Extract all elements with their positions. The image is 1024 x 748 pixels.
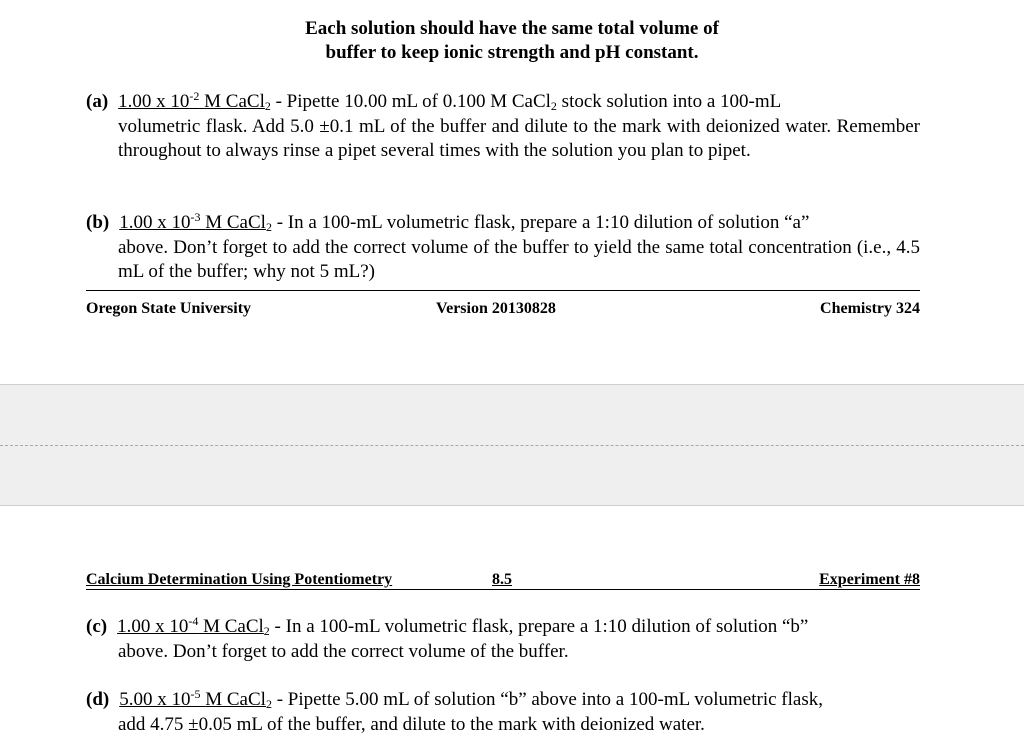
header-page-number: 8.5 xyxy=(492,571,512,588)
footer-version: Version 20130828 xyxy=(436,300,556,317)
list-item-a: (a) 1.00 x $10^{-2}$ M CaCl$_2$ - Pipette 10.00 mL of 0.100 M CaCl$_2$ stock solution into a 100-mL volumetric flask. Add 5.0 ±0.1 mL of the buffer and dilute to the mark with deionized water. Remember throughout to always rinse a pipet several times with the solution you plan to pipet. xyxy=(86,90,920,164)
item-continuation: above. Don’t forget to add the correct volume of the buffer to yield the same total concentration (i.e., 4.5 mL of the buffer; why not 5 mL?) xyxy=(118,236,920,282)
item-marker: (a) xyxy=(86,91,109,112)
footer-rule xyxy=(86,290,920,291)
list-item-d xyxy=(86,688,920,737)
list-item-b xyxy=(86,211,920,285)
concentration-label: 1.00 x $10^{-2}$ M CaCl$_2$ xyxy=(118,89,271,113)
footer-course: Chemistry 324 xyxy=(820,300,920,317)
item-marker: (d) xyxy=(86,689,110,710)
item-marker: (c) xyxy=(86,616,108,637)
page-break-gap xyxy=(0,384,1024,506)
item-text: - In a 100-mL volumetric flask, prepare a 1:10 dilution of solution “b” xyxy=(269,616,809,637)
page-break-divider xyxy=(0,445,1024,446)
header-title: Calcium Determination Using Potentiometry xyxy=(86,571,393,588)
concentration-label: 5.00 x $10^{-5}$ M CaCl$_2$ xyxy=(119,687,272,711)
item-text: - Pipette 5.00 mL of solution “b” above into a 100-mL volumetric flask, xyxy=(271,689,823,710)
section-heading-line-2: buffer to keep ionic strength and pH constant. xyxy=(325,42,699,63)
footer-institution: Oregon State University xyxy=(86,300,252,317)
item-continuation: volumetric flask. Add 5.0 ±0.1 mL of the buffer and dilute to the mark with deionized water. Remember throughout to always rinse a pipet several times with the solution you plan to pipet. xyxy=(118,115,920,161)
item-marker: (b) xyxy=(86,212,110,233)
header-rule xyxy=(86,589,920,590)
concentration-label: 1.00 x $10^{-4}$ M CaCl$_2$ xyxy=(117,614,270,638)
concentration-label: 1.00 x $10^{-3}$ M CaCl$_2$ xyxy=(119,210,272,234)
item-continuation: add 4.75 ±0.05 mL of the buffer, and dilute to the mark with deionized water. xyxy=(118,713,705,735)
item-text: - Pipette 10.00 mL of 0.100 M CaCl xyxy=(270,91,551,112)
list-item-c xyxy=(86,615,920,664)
section-heading-line-1: Each solution should have the same total volume of xyxy=(305,18,719,39)
item-text: - In a 100-mL volumetric flask, prepare a 1:10 dilution of solution “a” xyxy=(271,212,810,233)
item-continuation: above. Don’t forget to add the correct volume of the buffer. xyxy=(118,640,569,662)
header-experiment: Experiment #8 xyxy=(819,571,920,588)
